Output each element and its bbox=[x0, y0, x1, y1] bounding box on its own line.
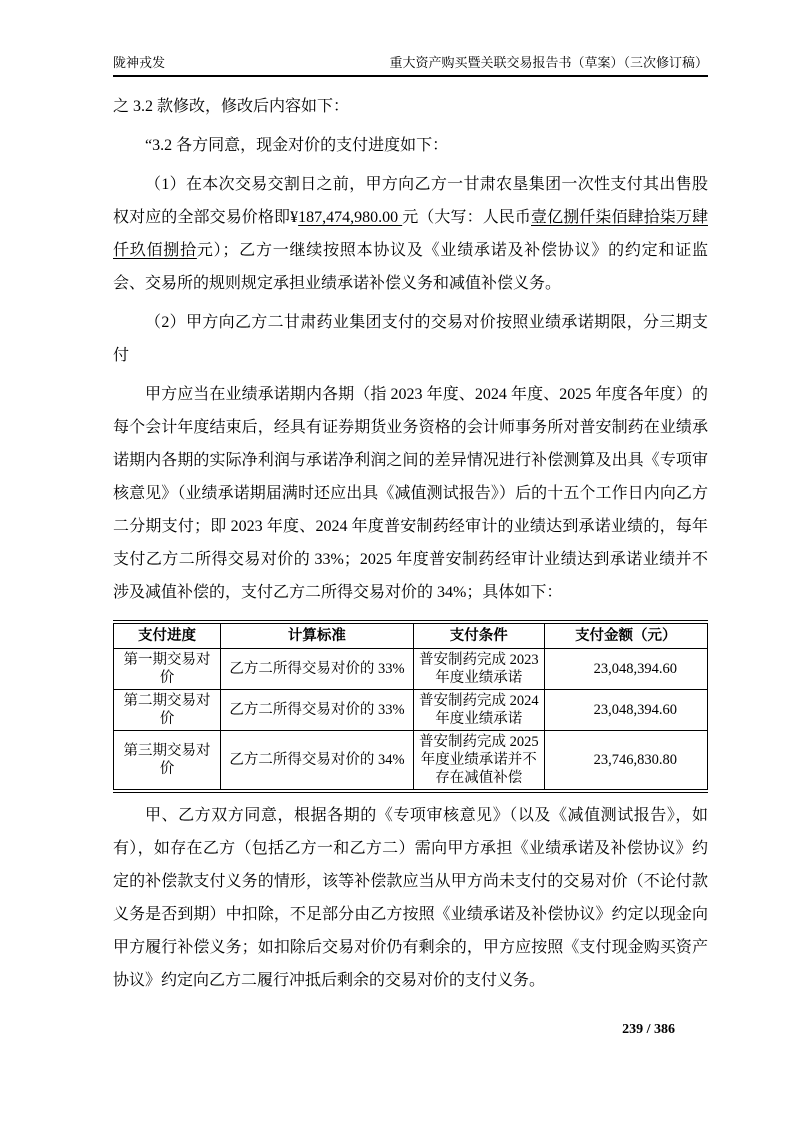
item1-amount-figure: 187,474,980.00 bbox=[298, 209, 403, 226]
table-header-row bbox=[114, 622, 708, 649]
item1-text-pre: （1）在本次交易交割日之前，甲方向乙方一甘肃农垦集团一次性支付其出售股权对应的全部交易价格即¥ bbox=[113, 176, 708, 226]
page-header bbox=[113, 0, 708, 77]
cell-amount: 23,746,830.80 bbox=[544, 731, 707, 792]
paragraph-intro: 之 3.2 款修改，修改后内容如下： bbox=[113, 98, 350, 115]
item1-text-post: 元）；乙方一继续按照本协议及《业绩承诺及补偿协议》的约定和证监会、交易所的规则规定承担业绩承诺补偿义务和减值补偿义务。 bbox=[113, 242, 708, 292]
cell-standard: 乙方二所得交易对价的 33% bbox=[220, 690, 413, 731]
cell-amount: 23,048,394.60 bbox=[544, 649, 707, 690]
paragraph-clause-32: “3.2 各方同意，现金对价的支付进度如下： bbox=[145, 137, 449, 154]
cell-condition: 普安制药完成 2024 年度业绩承诺 bbox=[413, 690, 544, 731]
cell-condition: 普安制药完成 2023 年度业绩承诺 bbox=[413, 649, 544, 690]
paragraph-detail: 甲方应当在业绩承诺期内各期（指 2023 年度、2024 年度、2025 年度各年度）的每个会计年度结束后，经具有证券期货业务资格的会计师事务所对普安制药在业绩承诺期内各期的实际净利润与承诺净利润之间的差异情况进行补偿测算及出具《专项审核意见》（业绩承诺期届满时还应出具《减值测试报告》）后的十五个工作日内向乙方二分期支付；即 2023 年度、2024 年度普安制药经审计的业绩达到承诺业绩的，每年支付乙方二所得交易对价的 33%；2025 年度普安制药经审计业绩达到承诺业绩并不涉及减值补偿的，支付乙方二所得交易对价的 34%；具体如下： bbox=[113, 386, 708, 601]
cell-standard: 乙方二所得交易对价的 34% bbox=[220, 731, 413, 792]
cell-amount: 23,048,394.60 bbox=[544, 690, 707, 731]
table-row bbox=[114, 690, 708, 731]
page-number: 239 / 386 bbox=[622, 1022, 675, 1037]
cell-stage: 第三期交易对价 bbox=[114, 731, 221, 792]
item1-amount-capitals: 壹亿捌仟柒佰肆拾柒万肆仟玖佰捌拾 bbox=[113, 209, 708, 259]
paragraph-compensation: 甲、乙方双方同意，根据各期的《专项审核意见》（以及《减值测试报告》，如有），如存在乙方（包括乙方一和乙方二）需向甲方承担《业绩承诺及补偿协议》约定的补偿款支付义务的情形，该等补偿款应当从甲方尚未支付的交易对价（不论付款义务是否到期）中扣除，不足部分由乙方按照《业绩承诺及补偿协议》约定以现金向甲方履行补偿义务；如扣除后交易对价仍有剩余的，甲方应按照《支付现金购买资产协议》约定向乙方二履行冲抵后剩余的交易对价的支付义务。 bbox=[113, 807, 708, 989]
cell-condition: 普安制药完成 2025 年度业绩承诺并不存在减值补偿 bbox=[413, 731, 544, 792]
table-row bbox=[114, 731, 708, 792]
column-header-calculation-standard: 计算标准 bbox=[220, 622, 413, 649]
paragraph-item-2: （2）甲方向乙方二甘肃药业集团支付的交易对价按照业绩承诺期限，分三期支付 bbox=[113, 314, 708, 364]
item1-text-mid: 元（大写：人民币 bbox=[402, 209, 531, 226]
header-company-name: 陇神戎发 bbox=[113, 55, 166, 70]
header-report-title: 重大资产购买暨关联交易报告书（草案）（三次修订稿） bbox=[389, 55, 708, 70]
payment-schedule-table bbox=[113, 620, 708, 793]
column-header-payment-condition: 支付条件 bbox=[413, 622, 544, 649]
cell-stage: 第一期交易对价 bbox=[114, 649, 221, 690]
column-header-payment-stage: 支付进度 bbox=[114, 622, 221, 649]
cell-standard: 乙方二所得交易对价的 33% bbox=[220, 649, 413, 690]
table-row bbox=[114, 649, 708, 690]
cell-stage: 第二期交易对价 bbox=[114, 690, 221, 731]
column-header-payment-amount: 支付金额（元） bbox=[544, 622, 707, 649]
paragraph-item-1 bbox=[113, 168, 708, 300]
